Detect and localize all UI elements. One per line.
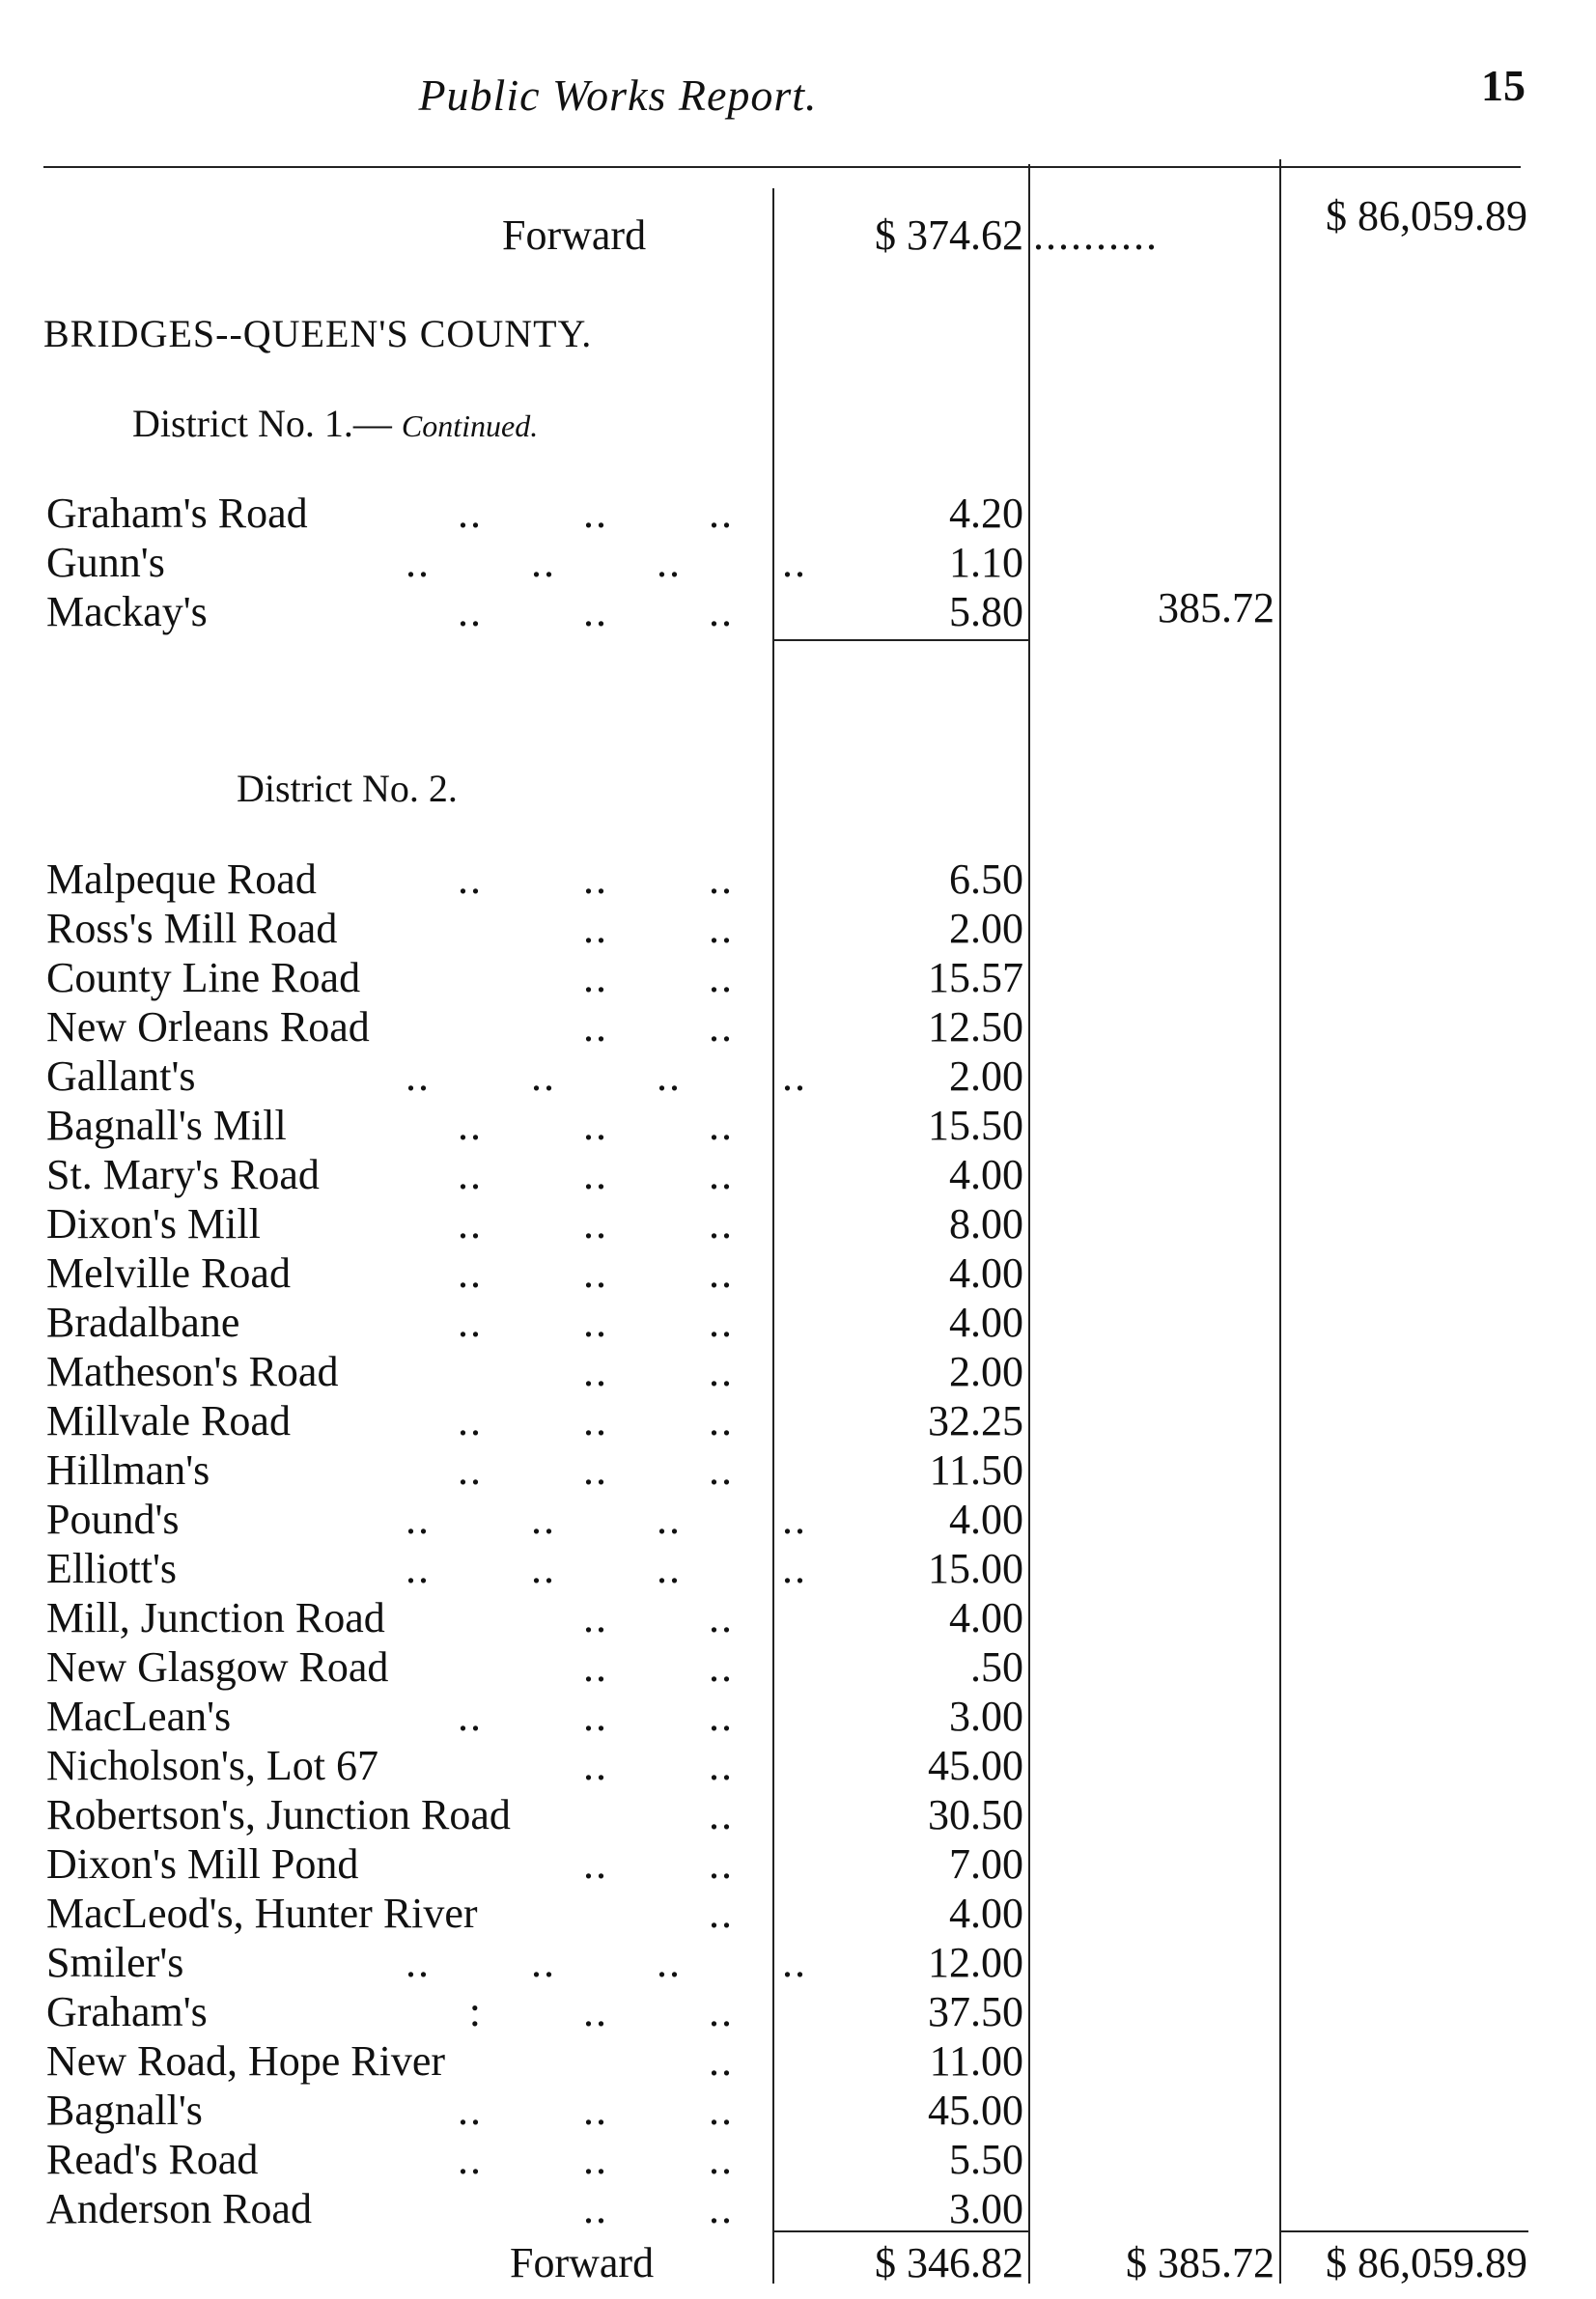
district-1-heading: [132, 401, 538, 446]
district-2-row-name: St. Mary's Road: [46, 1151, 320, 1198]
district-2-row-name: Pound's: [46, 1496, 180, 1543]
district-2-row-leader: ..: [709, 1890, 734, 1937]
district-2-row-name: Bagnall's Mill: [46, 1102, 287, 1149]
district-2-row-name: Ross's Mill Road: [46, 905, 338, 952]
district-1-title: District No. 1.—: [132, 402, 392, 445]
district-2-row-leader: .. ..: [583, 954, 734, 1001]
district-2-row-leader: .. ..: [583, 1003, 734, 1051]
district-2-title: District No. 2.: [237, 767, 458, 810]
district-2-row-leader: .. ..: [583, 905, 734, 952]
district-2-row-leader: .. .. ..: [458, 1397, 734, 1444]
district-2-row-leader: .. .. ..: [458, 1446, 734, 1494]
district-2-row-leader: .. ..: [583, 1840, 734, 1888]
district-2-row-name: Dixon's Mill Pond: [46, 1840, 359, 1888]
district-1-subtotal-rule: [772, 639, 1028, 641]
district-2-row-leader: .. .. .. ..: [406, 1496, 807, 1543]
district-2-row-name: Mill, Junction Road: [46, 1594, 385, 1641]
district-2-row-leader: .. .. .. ..: [406, 1545, 807, 1592]
district-2-row-amount: .50: [970, 1643, 1023, 1691]
district-2-row-name: Graham's: [46, 1988, 208, 2035]
district-2-row-leader: .. .. ..: [458, 1249, 734, 1297]
district-2-row-amount: 2.00: [949, 1348, 1023, 1395]
district-2-row-name: Robertson's, Junction Road: [46, 1791, 511, 1838]
district-1-row-name: Graham's Road: [46, 490, 308, 537]
district-2-row-amount: 3.00: [949, 1693, 1023, 1740]
district-2-row-amount: 32.25: [928, 1397, 1023, 1444]
district-2-row-amount: 5.50: [949, 2136, 1023, 2183]
district-2-row-leader: ..: [709, 2037, 734, 2085]
district-1-row-leader: .. .. .. ..: [406, 539, 807, 586]
bottom-rule-totals: [1279, 2230, 1528, 2232]
district-2-row-leader: .. .. ..: [458, 2136, 734, 2183]
district-2-row-leader: .. ..: [583, 1348, 734, 1395]
district-2-row-amount: 11.00: [929, 2037, 1023, 2085]
district-2-row-leader: : .. ..: [468, 1988, 734, 2035]
forward-total-top: $ 86,059.89: [1326, 192, 1527, 239]
district-2-row-leader: .. .. .. ..: [406, 1052, 807, 1100]
district-2-row-name: Melville Road: [46, 1249, 291, 1297]
district-2-row-amount: 15.57: [928, 954, 1023, 1001]
forward-label-bottom: Forward: [510, 2239, 655, 2286]
district-2-row-amount: 45.00: [928, 2087, 1023, 2134]
district-2-row-amount: 4.00: [949, 1249, 1023, 1297]
district-2-row-amount: 15.50: [928, 1102, 1023, 1149]
district-2-row-name: Hillman's: [46, 1446, 210, 1494]
forward-leader-top: ..........: [1033, 211, 1159, 259]
forward-total-bottom: $ 86,059.89: [1326, 2239, 1527, 2286]
district-2-row-amount: 37.50: [928, 1988, 1023, 2035]
district-2-row-name: MacLean's: [46, 1693, 232, 1740]
district-2-row-name: County Line Road: [46, 954, 361, 1001]
district-2-row-amount: 4.00: [949, 1151, 1023, 1198]
header-rule: [43, 166, 1521, 168]
district-1-row-leader: .. .. ..: [458, 490, 734, 537]
district-2-row-leader: .. .. ..: [458, 1200, 734, 1248]
district-2-row-leader: .. .. ..: [458, 2087, 734, 2134]
district-2-row-name: New Road, Hope River: [46, 2037, 446, 2085]
district-2-row-name: Nicholson's, Lot 67: [46, 1742, 379, 1789]
district-2-row-name: Bradalbane: [46, 1299, 240, 1346]
district-2-row-amount: 15.00: [928, 1545, 1023, 1592]
district-2-row-name: Matheson's Road: [46, 1348, 339, 1395]
district-1-subtotal: 385.72: [1158, 584, 1274, 631]
district-1-row-amount: 5.80: [949, 588, 1023, 635]
district-2-row-name: Malpeque Road: [46, 855, 317, 903]
district-2-row-amount: 4.00: [949, 1594, 1023, 1641]
district-2-row-name: Dixon's Mill: [46, 1200, 261, 1248]
district-2-row-amount: 4.00: [949, 1496, 1023, 1543]
district-2-row-amount: 8.00: [949, 1200, 1023, 1248]
district-2-row-name: Anderson Road: [46, 2185, 312, 2232]
district-1-row-name: Gunn's: [46, 539, 165, 586]
district-2-row-name: New Glasgow Road: [46, 1643, 389, 1691]
district-1-row-name: Mackay's: [46, 588, 208, 635]
page-number: 15: [1481, 61, 1526, 110]
district-2-row-name: Millvale Road: [46, 1397, 291, 1444]
district-2-row-leader: .. .. ..: [458, 855, 734, 903]
district-2-row-amount: 4.00: [949, 1890, 1023, 1937]
district-2-row-amount: 11.50: [929, 1446, 1023, 1494]
district-2-row-name: Gallant's: [46, 1052, 196, 1100]
column-rule-amounts-right: [1028, 164, 1030, 2284]
forward-amount-bottom: $ 346.82: [875, 2239, 1023, 2286]
section-title: BRIDGES--QUEEN'S COUNTY.: [43, 312, 593, 355]
district-2-row-leader: ..: [709, 1791, 734, 1838]
district-2-row-amount: 30.50: [928, 1791, 1023, 1838]
district-2-row-amount: 2.00: [949, 905, 1023, 952]
district-2-row-leader: .. ..: [583, 1742, 734, 1789]
forward-subtotal-bottom: $ 385.72: [1126, 2239, 1274, 2286]
district-2-row-leader: .. .. ..: [458, 1102, 734, 1149]
district-2-row-name: New Orleans Road: [46, 1003, 370, 1051]
district-2-row-amount: 4.00: [949, 1299, 1023, 1346]
district-2-row-leader: .. ..: [583, 2185, 734, 2232]
district-2-row-amount: 2.00: [949, 1052, 1023, 1100]
district-1-row-amount: 1.10: [949, 539, 1023, 586]
district-1-row-leader: .. .. ..: [458, 588, 734, 635]
district-2-row-leader: .. .. ..: [458, 1693, 734, 1740]
forward-amount-top: $ 374.62: [875, 211, 1023, 259]
forward-label-top: Forward: [502, 211, 647, 259]
district-2-row-amount: 45.00: [928, 1742, 1023, 1789]
district-2-row-name: Bagnall's: [46, 2087, 203, 2134]
running-header-title: Public Works Report.: [418, 70, 818, 120]
district-1-continued: Continued.: [401, 408, 539, 443]
district-2-row-amount: 12.00: [928, 1939, 1023, 1986]
district-2-row-amount: 12.50: [928, 1003, 1023, 1051]
district-1-row-amount: 4.20: [949, 490, 1023, 537]
district-2-row-name: Elliott's: [46, 1545, 178, 1592]
district-2-row-leader: .. ..: [583, 1594, 734, 1641]
district-2-row-name: Smiler's: [46, 1939, 184, 1986]
district-2-row-amount: 7.00: [949, 1840, 1023, 1888]
district-2-row-amount: 3.00: [949, 2185, 1023, 2232]
district-2-row-leader: .. .. ..: [458, 1151, 734, 1198]
bottom-rule-amounts: [772, 2230, 1028, 2232]
district-2-row-amount: 6.50: [949, 855, 1023, 903]
district-2-row-leader: .. ..: [583, 1643, 734, 1691]
column-rule-totals-left: [1279, 159, 1281, 2284]
district-2-row-name: MacLeod's, Hunter River: [46, 1890, 478, 1937]
district-2-row-leader: .. .. ..: [458, 1299, 734, 1346]
district-2-row-leader: .. .. .. ..: [406, 1939, 807, 1986]
district-2-row-name: Read's Road: [46, 2136, 259, 2183]
